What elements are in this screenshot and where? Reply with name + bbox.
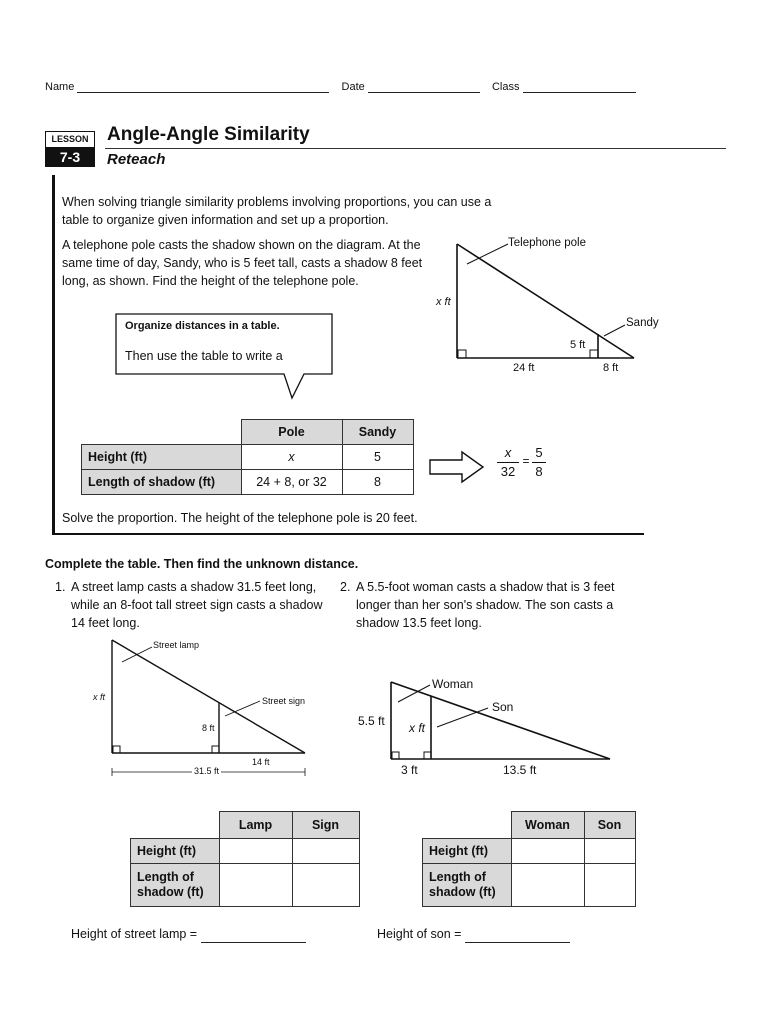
label-telephone-pole: Telephone pole — [508, 237, 587, 249]
example-intro: When solving triangle similarity problems involving proportions, you can use a table to organize given information and set up a proportion. — [62, 195, 492, 227]
fraction2-den: 8 — [535, 464, 543, 479]
fraction1-num: x — [504, 445, 512, 460]
fraction1-bar — [497, 462, 519, 463]
cell-sandy-shadow: 8 — [342, 470, 413, 495]
p2-cell-woman-height[interactable] — [511, 838, 584, 863]
fraction2-num: 5 — [535, 445, 543, 460]
example-left-border — [52, 175, 55, 535]
name-label: Name — [45, 81, 75, 93]
label-8ft: 8 ft — [603, 362, 619, 374]
date-field[interactable] — [368, 80, 480, 93]
p2-number: 2. — [340, 580, 351, 594]
name-field[interactable] — [77, 80, 329, 93]
col-sign: Sign — [292, 812, 359, 839]
label-lamp-x: x ft — [93, 692, 106, 702]
label-14ft: 14 ft — [252, 757, 270, 767]
col-woman: Woman — [511, 812, 584, 839]
row-height-label: Height (ft) — [82, 445, 242, 470]
label-woman: Woman — [432, 677, 474, 691]
col-son: Son — [584, 812, 635, 839]
label-pole-x: x ft — [436, 296, 451, 308]
p1-row-height-label: Height (ft) — [131, 838, 220, 863]
cell-sandy-height: 5 — [342, 445, 413, 470]
label-son: Son — [492, 700, 514, 714]
callout-line1: Organize distances in a table. — [125, 320, 280, 332]
exercises-heading: Complete the table. Then find the unknown distance. — [45, 557, 359, 571]
p2-row-shadow-label-a: Length of — [429, 869, 486, 884]
label-24ft: 24 ft — [513, 362, 535, 374]
cell-pole-shadow: 24 + 8, or 32 — [241, 470, 342, 495]
woman-son-diagram — [380, 672, 620, 767]
class-field[interactable] — [523, 80, 636, 93]
p1-number: 1. — [55, 580, 66, 594]
header-row — [45, 80, 735, 93]
p2-answer — [377, 925, 570, 943]
callout-line2: Then use the table to write a — [125, 349, 283, 363]
p2-cell-woman-shadow[interactable] — [511, 863, 584, 906]
p2-row-shadow-label-b: shadow (ft) — [429, 884, 496, 899]
date-label: Date — [341, 81, 365, 93]
col-sandy: Sandy — [342, 420, 413, 445]
telephone-pole-diagram — [420, 230, 670, 380]
lesson-tag: LESSON — [45, 131, 95, 148]
fraction1-den: 32 — [500, 464, 516, 479]
page-title: Angle-Angle Similarity — [107, 124, 310, 145]
label-31-5ft: 31.5 ft — [194, 766, 220, 776]
p1-answer-field[interactable] — [201, 930, 306, 943]
p1-row-shadow-label — [131, 863, 220, 906]
label-sign-8ft: 8 ft — [202, 723, 215, 733]
label-sandy: Sandy — [626, 317, 659, 329]
label-sandy-5ft: 5 ft — [570, 339, 586, 351]
label-13-5ft: 13.5 ft — [503, 763, 537, 777]
p1-text: A street lamp casts a shadow 31.5 feet long, while an 8-foot tall street sign casts a shadow 14 feet long. — [71, 580, 323, 630]
p2-table — [422, 811, 636, 907]
p2-answer-field[interactable] — [465, 930, 570, 943]
label-3ft: 3 ft — [401, 763, 418, 777]
label-street-sign: Street sign — [262, 696, 306, 706]
p2-row-shadow-label — [423, 863, 512, 906]
cell-pole-height: x — [241, 445, 342, 470]
col-lamp: Lamp — [219, 812, 292, 839]
p1-cell-sign-height[interactable] — [292, 838, 359, 863]
equals-sign: = — [522, 454, 530, 468]
class-label: Class — [491, 81, 520, 93]
p1-cell-lamp-height[interactable] — [219, 838, 292, 863]
p2-cell-son-shadow[interactable] — [584, 863, 635, 906]
p1-cell-sign-shadow[interactable] — [292, 863, 359, 906]
example-table — [81, 419, 414, 495]
right-arrow-icon — [428, 450, 486, 484]
p1-answer-label: Height of street lamp = — [71, 927, 198, 941]
p1-cell-lamp-shadow[interactable] — [219, 863, 292, 906]
example-problem: A telephone pole casts the shadow shown on the diagram. At the same time of day, Sandy, who is 5 feet tall, casts a shadow 8 feet long, as shown. Find the height of the telephone pole. — [62, 238, 423, 288]
page-subtitle: Reteach — [107, 151, 166, 168]
label-woman-5-5ft: 5.5 ft — [358, 714, 385, 728]
label-son-x: x ft — [409, 721, 426, 735]
example-solution: Solve the proportion. The height of the telephone pole is 20 feet. — [62, 511, 418, 525]
col-pole: Pole — [241, 420, 342, 445]
title-rule — [105, 148, 726, 149]
p1-row-shadow-label-b: shadow (ft) — [137, 884, 204, 899]
p1-answer — [71, 925, 306, 943]
lesson-number: 7-3 — [45, 147, 95, 167]
example-bottom-border — [52, 533, 644, 535]
p2-row-height-label: Height (ft) — [423, 838, 512, 863]
p2-text: A 5.5-foot woman casts a shadow that is 3 feet longer than her son's shadow. The son casts a shadow 13.5 feet long. — [356, 580, 615, 630]
label-street-lamp: Street lamp — [153, 640, 200, 650]
p1-row-shadow-label-a: Length of — [137, 869, 194, 884]
p2-answer-label: Height of son = — [377, 927, 462, 941]
p1-table — [130, 811, 360, 907]
row-shadow-label: Length of shadow (ft) — [82, 470, 242, 495]
p2-cell-son-height[interactable] — [584, 838, 635, 863]
fraction2-bar — [532, 462, 546, 463]
